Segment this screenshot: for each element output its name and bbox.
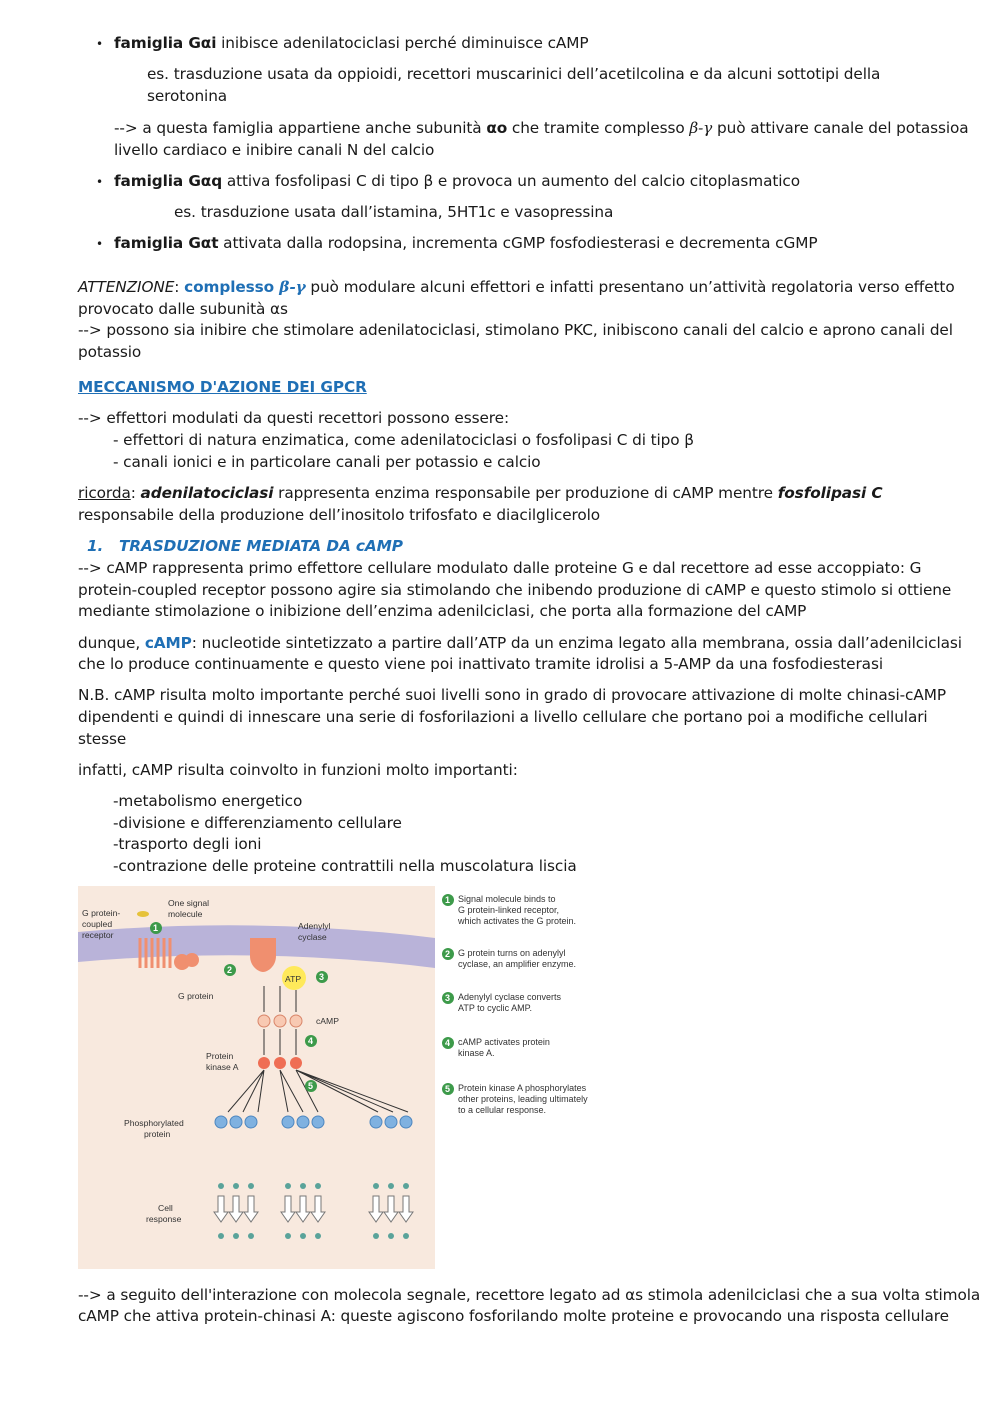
step-text: other proteins, leading ultimately [458,1094,588,1104]
signal-molecule-shape [137,911,149,917]
step-text: Protein kinase A phosphorylates [458,1083,587,1093]
svg-text:2: 2 [227,965,233,975]
step-text: cyclase, an amplifier enzyme. [458,959,577,969]
function-item: -trasporto degli ioni [113,835,262,853]
step-text: G protein-linked receptor, [458,905,560,915]
effectors-item1: - effettori di natura enzimatica, come adenilatociclasi o fosfolipasi C di tipo β [113,431,694,449]
gai-example-line2: serotonina [147,87,228,105]
step-text: Adenylyl cyclase converts [458,992,562,1002]
final-line2: cAMP che attiva protein-chinasi A: queste agiscono fosforilando molte proteine e provocando una risposta cellulare [78,1307,949,1325]
effectors-item2: - canali ionici e in particolare canali per potassio e calcio [113,453,541,471]
step-text: G protein turns on adenylyl [458,948,566,958]
camp-molecule [258,1015,270,1027]
step-text: cAMP activates protein [458,1037,550,1047]
para2-term: cAMP [144,634,192,652]
gaq-title: famiglia Gαq [114,172,223,190]
gai-text: inibisce adenilatociclasi perché diminuisce cAMP [216,34,589,52]
reminder-label: ricorda [78,484,131,502]
pka-label: Protein [206,1051,234,1061]
atp-label: ATP [285,974,302,984]
pathway-diagram [78,886,608,1270]
bullet-dot: • [96,175,104,189]
signal-label: molecule [168,909,203,919]
reminder-mid: rappresenta enzima responsabile per produzione di cAMP mentre [273,484,778,502]
pka-label: kinase A [206,1062,239,1072]
response-label: Cell [158,1203,173,1213]
gpcr-label: coupled [82,919,113,929]
pka-molecule [258,1057,270,1069]
step-text: ATP to cyclic AMP. [458,1003,533,1013]
para3-line2: dipendenti e quindi di innescare una serie di fosforilazioni a livello cellulare che portano poi a modifiche cellulari [78,708,928,726]
attention-label: ATTENZIONE [78,278,175,296]
camp-molecule [274,1015,286,1027]
camp-pathway-figure [78,886,608,1270]
step-text: Signal molecule binds to [458,894,556,904]
step-number: 4 [445,1038,451,1048]
gao-note-line1 [114,117,969,139]
attention-line3: --> possono sia inibire che stimolare adenilatociclasi, stimolano PKC, inibiscono canali del calcio e aprono canali del [78,321,953,339]
signal-label: One signal [168,898,210,908]
svg-text:1: 1 [153,923,159,933]
phospho-label: protein [144,1129,171,1139]
camp-molecule [290,1015,302,1027]
g-protein-shape [185,953,199,967]
gai-title: famiglia Gαi [114,34,217,52]
gaq-example: es. trasduzione usata dall’istamina, 5HT1c e vasopressina [174,203,614,221]
gao-note-b: che tramite complesso [507,119,690,137]
gao-symbol: αo [486,119,508,137]
gao-note-line2: livello cardiaco e inibire canali N del calcio [114,141,435,159]
pka-molecule [274,1057,286,1069]
function-item: -metabolismo energetico [113,792,303,810]
attention-symbol: β-γ [279,278,306,296]
reminder-line1 [78,482,883,504]
subsection-number: 1. [87,537,104,555]
section-heading: MECCANISMO D'AZIONE DEI GPCR [78,378,367,396]
attention-line4: potassio [78,343,142,361]
camp-label: cAMP [316,1016,339,1026]
para3-line1: N.B. cAMP risulta molto importante perché suoi livelli sono in grado di provocare attivazione di molte chinasi-cAMP [78,686,946,704]
beta-gamma-symbol: β-γ [689,119,713,137]
subsection-heading [87,535,403,557]
svg-text:4: 4 [308,1036,314,1046]
step-text: to a cellular response. [458,1105,547,1115]
para1-line2: protein-coupled receptor possono agire sia stimolando che inibendo produzione di cAMP e questo stimolo si ottiene [78,581,952,599]
reminder-term1: adenilatociclasi [140,484,274,502]
attention-term: complesso [184,278,280,296]
gat-bullet [114,232,817,254]
reminder-line2: responsabile della produzione dell’inositolo trifosfato e diacilglicerolo [78,506,601,524]
para3-line3: stesse [78,730,127,748]
cell-response-dots [218,1183,409,1239]
reminder-term2: fosfolipasi C [777,484,883,502]
attention-colon: : [174,278,185,296]
gao-note-c: può attivare canale del potassioa [712,119,969,137]
response-label: response [146,1214,182,1224]
step-number: 3 [445,993,451,1003]
reminder-colon: : [130,484,141,502]
attention-text1: può modulare alcuni effettori e infatti presentano un’attività regolatoria verso effetto [305,278,955,296]
step-text: kinase A. [458,1048,495,1058]
step-number: 1 [445,895,451,905]
pka-molecule [290,1057,302,1069]
svg-text:3: 3 [319,972,325,982]
attention-line1 [78,276,955,298]
attention-line2: provocato dalle subunità αs [78,300,288,318]
gat-title: famiglia Gαt [114,234,219,252]
gpcr-label: receptor [82,930,114,940]
gao-note-a: --> a questa famiglia appartiene anche subunità [114,119,487,137]
gai-example-line1: es. trasduzione usata da oppioidi, recettori muscarinici dell’acetilcolina e da alcuni sottotipi della [147,65,881,83]
effectors-intro: --> effettori modulati da questi recettori possono essere: [78,409,510,427]
para4: infatti, cAMP risulta coinvolto in funzioni molto importanti: [78,761,518,779]
bullet-dot: • [96,37,104,51]
subsection-title: TRASDUZIONE MEDIATA DA cAMP [118,537,403,555]
adenylyl-label: cyclase [298,932,327,942]
para2-line1 [78,632,962,654]
adenylyl-label: Adenylyl [298,921,331,931]
step-number: 2 [445,949,451,959]
gaq-bullet [114,170,800,192]
para2-line2: che lo produce continuamente e questo viene poi inattivato tramite idrolisi a 5-AMP da una fosfodiesterasi [78,655,883,673]
phospho-protein-group [215,1116,412,1128]
svg-text:5: 5 [308,1081,314,1091]
step-number: 5 [445,1084,451,1094]
function-item: -divisione e differenziamento cellulare [113,814,402,832]
para2-prefix: dunque, [78,634,145,652]
bullet-dot: • [96,237,104,251]
phospho-label: Phosphorylated [124,1118,184,1128]
function-item: -contrazione delle proteine contrattili nella muscolatura liscia [113,857,577,875]
gat-text: attivata dalla rodopsina, incrementa cGMP fosfodiesterasi e decrementa cGMP [218,234,818,252]
para1-line3: mediante stimolazione o inibizione dell’enzima adenilciclasi, che porta alla formazione del cAMP [78,602,807,620]
g-protein-label: G protein [178,991,214,1001]
arrows [228,986,408,1112]
final-line1: --> a seguito dell'interazione con molecola segnale, recettore legato ad αs stimola adenilciclasi che a sua volta stimola [78,1286,981,1304]
response-arrows [214,1196,413,1222]
gai-bullet [114,32,588,54]
step-list [442,894,588,1115]
para1-line1: --> cAMP rappresenta primo effettore cellulare modulato dalle proteine G e dal recettore ad esse accoppiato: G [78,559,922,577]
para2-text1: : nucleotide sintetizzato a partire dall’ATP da un enzima legato alla membrana, ossia dall’adenilciclasi [191,634,962,652]
gpcr-label: G protein- [82,908,121,918]
step-text: which activates the G protein. [458,916,577,926]
adenylyl-cyclase-shape [250,938,276,972]
gaq-text: attiva fosfolipasi C di tipo β e provoca un aumento del calcio citoplasmatico [222,172,800,190]
